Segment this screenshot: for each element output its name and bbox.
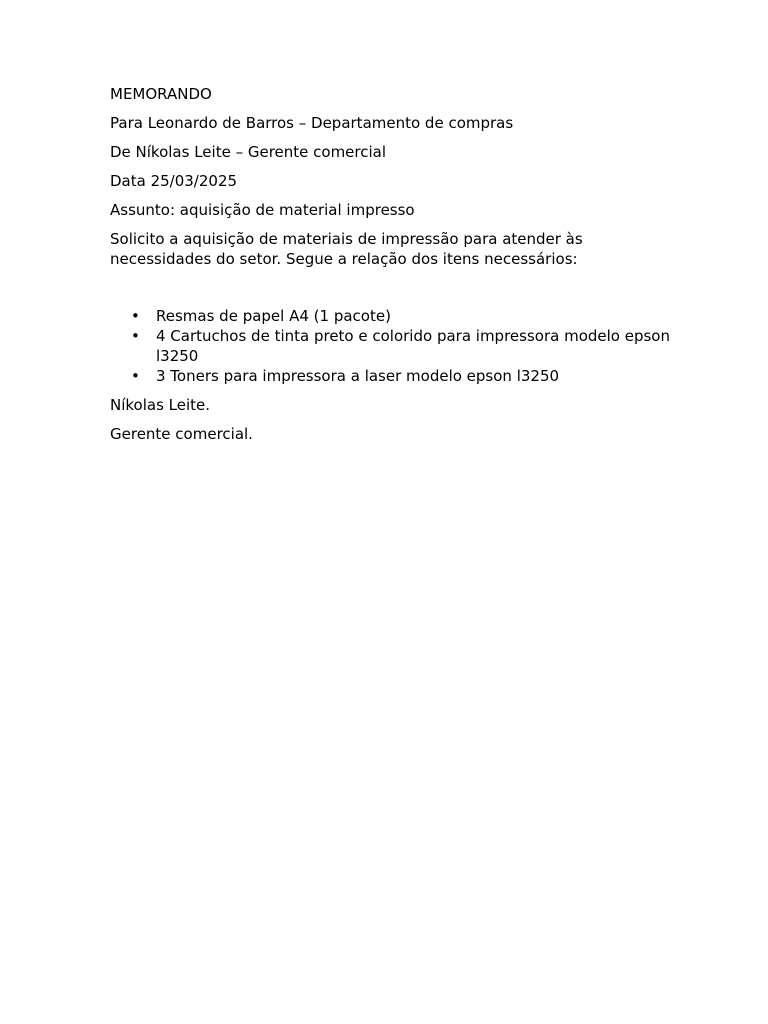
memo-document — [110, 84, 670, 453]
blank-line — [110, 278, 670, 306]
memo-date: Data 25/03/2025 — [110, 172, 238, 190]
bullet-icon: • — [131, 327, 140, 345]
signature-role: Gerente comercial. — [110, 425, 253, 443]
list-item-text: Resmas de papel A4 (1 pacote) — [156, 307, 391, 325]
memo-body-paragraph: Solicito a aquisição de materiais de impressão para atender às necessidades do setor. Segue a relação dos itens necessários: — [110, 230, 583, 268]
memo-subject: Assunto: aquisição de material impresso — [110, 201, 415, 219]
list-item-text: 4 Cartuchos de tinta preto e colorido para impressora modelo epson l3250 — [156, 327, 670, 365]
list-item — [110, 366, 670, 386]
bullet-icon: • — [131, 307, 140, 325]
item-list — [110, 306, 670, 386]
list-item — [110, 326, 670, 366]
signature-name: Níkolas Leite. — [110, 396, 211, 414]
memo-title: MEMORANDO — [110, 85, 212, 103]
list-item-text: 3 Toners para impressora a laser modelo epson l3250 — [156, 367, 560, 385]
list-item — [110, 306, 670, 326]
bullet-icon: • — [131, 367, 140, 385]
memo-sender: De Níkolas Leite – Gerente comercial — [110, 143, 387, 161]
memo-recipient: Para Leonardo de Barros – Departamento de compras — [110, 114, 514, 132]
